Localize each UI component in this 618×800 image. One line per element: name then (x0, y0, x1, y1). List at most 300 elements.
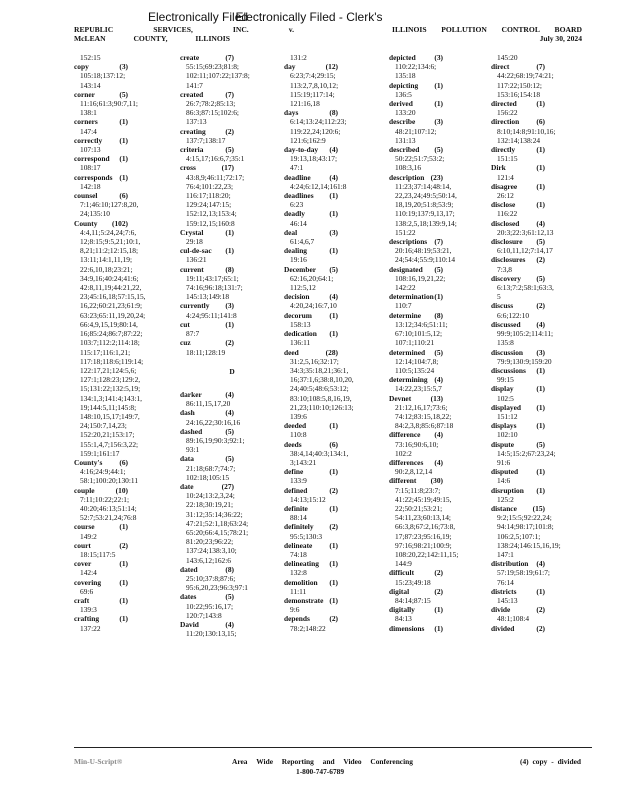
headword-text: dash (180, 408, 195, 418)
headword-text: disclosure (491, 237, 523, 247)
index-entry (491, 145, 618, 163)
headword-text: disclosed (491, 218, 520, 228)
page-line-refs: 110:8 (290, 430, 307, 440)
index-headword (389, 81, 443, 90)
index-headword (180, 565, 234, 574)
headword-text: cover (74, 559, 92, 569)
headword-text: different (389, 476, 417, 486)
page-line-refs: 19:13,18;43:17; 47:1 (290, 154, 338, 173)
headword-text: deadly (284, 209, 305, 219)
page-line-refs: 84:13 (395, 614, 412, 624)
occurrence-count: (1) (119, 614, 128, 624)
occurrence-count: (5) (225, 426, 234, 436)
occurrence-count: (13) (430, 393, 443, 403)
index-headword (180, 301, 234, 310)
index-headword (284, 311, 338, 320)
headword-text: decision (284, 292, 310, 302)
index-entry (491, 99, 618, 117)
headword-text: difference (389, 430, 421, 440)
headword-text: descriptions (389, 237, 428, 247)
headword-text: direct (491, 62, 510, 72)
occurrence-count: (7) (225, 89, 234, 99)
headword-text: difficult (389, 568, 415, 578)
index-headword (491, 117, 545, 126)
index-entry (491, 559, 618, 587)
occurrence-count: (102) (111, 218, 128, 228)
index-headword (74, 614, 128, 623)
occurrence-count: (8) (329, 108, 338, 118)
occurrence-count: (1) (119, 172, 128, 182)
page-line-refs: 9:6 (290, 605, 300, 615)
page-line-refs: 4:16;24:9;44:1; 58:1;100:20;130:11 (80, 467, 139, 486)
headword-text: course (74, 522, 95, 532)
page-line-refs: 88:14 (290, 513, 307, 523)
index-entry (491, 255, 618, 273)
page-line-refs: 137:7;138:17 (186, 135, 226, 145)
page-line-refs: 107:13 (80, 145, 101, 155)
caption-word: ILLINOIS (195, 34, 230, 43)
page-line-refs: 10:22;95:16,17; 120:7;143:8 (186, 601, 234, 620)
board-word: CONTROL (501, 25, 540, 34)
index-headword (180, 408, 234, 417)
index-headword (284, 467, 338, 476)
board-word: ILLINOIS (392, 25, 427, 34)
page-line-refs: 108:16,19,21,22; 142:22 (395, 273, 446, 293)
page-line-refs: 151:15 (497, 154, 518, 164)
headword-text: dealing (284, 246, 307, 256)
filing-stamp-overlay: Electronically Filed (148, 10, 249, 24)
headword-text: determine (389, 310, 422, 320)
index-entry (491, 237, 618, 255)
index-headword (284, 522, 338, 531)
index-headword (389, 375, 443, 384)
page-line-refs: 86:11,15,17,20 (186, 399, 231, 409)
page-line-refs: 31:2,5,16;32:17; 34:3;35:18,21;36:1, 16;37:1,6;38:8,10,20, 24;40:5;48:6;53:12; 83:10;108:5,8,16,19, 21,23;110:10;126:13; 139:6 (290, 356, 354, 421)
index-headword (74, 173, 128, 182)
headword-text: define (284, 467, 304, 477)
occurrence-count: (1) (434, 623, 443, 633)
headword-text: dimensions (389, 623, 425, 633)
index-headword (389, 348, 443, 357)
index-entry (491, 348, 618, 366)
occurrence-count: (4) (536, 218, 545, 228)
index-entry (491, 274, 618, 302)
occurrence-count: (27) (221, 481, 234, 491)
index-headword (180, 592, 234, 601)
headword-text: definitely (284, 522, 314, 532)
headword-text: directly (491, 145, 516, 155)
index-headword (180, 246, 234, 255)
page-line-refs: 108:17 (80, 163, 101, 173)
index-headword (491, 366, 545, 375)
page-line-refs: 99:15 (497, 375, 514, 385)
index-headword (389, 292, 443, 301)
occurrence-count: (1) (119, 595, 128, 605)
index-headword (284, 541, 338, 550)
page-line-refs: 14:5;15:2;67:23,24; 91:6 (497, 448, 556, 467)
index-entry (491, 62, 618, 99)
page-line-refs: 55:15;69:23;81:8; 102:11;107:22;137:8; 141:7 (186, 62, 250, 90)
index-entry (491, 605, 618, 623)
page-line-refs: 99:9;105:2;114:11; 135:8 (497, 329, 554, 348)
headword-text: displayed (491, 402, 521, 412)
index-headword (491, 274, 545, 283)
index-entry (491, 301, 618, 319)
index-headword (491, 504, 545, 513)
index-headword (180, 90, 234, 99)
occurrence-count: (2) (434, 586, 443, 596)
page-line-refs: 7:11;10:22;22:1; 40:20;46:13;51:14; 52:7;53:21,24;76:8 (80, 494, 137, 523)
headword-text: December (284, 264, 317, 274)
page-line-refs: 87:7 (186, 329, 200, 339)
index-headword (389, 476, 443, 485)
headword-text: directed (491, 99, 517, 109)
page-line-refs: 73:16;90:6,10; 102:2 (395, 439, 439, 458)
page-line-refs: 90:2,8,12,14 (395, 467, 433, 477)
headword-text: current (180, 264, 204, 274)
index-headword (491, 99, 545, 108)
index-headword (389, 53, 443, 62)
index-entry (491, 53, 618, 62)
index-entry (491, 624, 618, 633)
headword-text: corner (74, 89, 95, 99)
page-line-refs: 6:6;122:10 (497, 310, 530, 320)
occurrence-count: (3) (434, 53, 443, 62)
index-headword (284, 348, 338, 357)
page-line-refs: 78:2;148:22 (290, 623, 326, 633)
page-range-part: (4) (520, 757, 529, 766)
page-line-refs: 4:24;95:11;141:8 (186, 310, 237, 320)
page-range-part: - (551, 757, 554, 766)
page-line-refs: 102:5 (497, 393, 514, 403)
occurrence-count: (1) (329, 595, 338, 605)
page-line-refs: 102:10 (497, 430, 518, 440)
page-line-refs: 139:3 (80, 605, 97, 615)
occurrence-count: (1) (536, 586, 545, 596)
page-line-refs: 131:2 (290, 53, 307, 62)
index-headword (491, 421, 545, 430)
page-line-refs: 132:8 (290, 568, 307, 578)
occurrence-count: (5) (119, 89, 128, 99)
headword-text: dated (180, 564, 198, 574)
occurrence-count: (5) (434, 264, 443, 274)
page-line-refs: 7:3,8 (497, 264, 512, 274)
headword-text: correctly (74, 135, 103, 145)
headword-text: date (180, 481, 194, 491)
occurrence-count: (4) (225, 619, 234, 629)
headword-text: County (74, 218, 98, 228)
index-entry (491, 117, 618, 145)
occurrence-count: (1) (536, 365, 545, 375)
occurrence-count: (3) (434, 117, 443, 127)
occurrence-count: (5) (225, 454, 234, 464)
footer-brand: Min-U-Script® (74, 757, 123, 766)
page-line-refs: 152:15 (80, 53, 101, 62)
page-line-refs: 12:14;104:7,8; 110:5;135:24 (395, 356, 439, 375)
occurrence-count: (5) (434, 145, 443, 155)
index-headword (389, 587, 443, 596)
headword-text: data (180, 454, 194, 464)
page-line-refs: 84:14;87:15 (395, 595, 431, 605)
occurrence-count: (1) (329, 503, 338, 513)
index-headword (74, 578, 128, 587)
index-headword (491, 62, 545, 71)
index-headword (284, 209, 338, 218)
occurrence-count: (2) (434, 568, 443, 578)
occurrence-count: (1) (434, 80, 443, 90)
occurrence-count: (2) (225, 338, 234, 348)
headword-text: distance (491, 503, 517, 513)
page-line-refs: 125:2 (497, 494, 514, 504)
headword-text: deadline (284, 172, 311, 182)
page-line-refs: 156:22 (497, 108, 518, 118)
occurrence-count: (1) (119, 117, 128, 127)
page-line-refs: 20:16;48:19;53:21, 24;54:4;55:9;110:14 (395, 246, 456, 265)
filing-stamp-text: Electronically Filed - Clerk's (235, 10, 383, 24)
hearing-date: July 30, 2024 (539, 34, 582, 43)
occurrence-count: (6) (119, 457, 128, 467)
index-headword (284, 596, 338, 605)
caption-word: INC. (232, 25, 249, 34)
index-headword (491, 486, 545, 495)
section-letter: D (229, 366, 235, 376)
index-entry (491, 421, 618, 439)
index-headword (491, 219, 545, 228)
page-line-refs: 14:6 (497, 476, 511, 486)
headword-text: darker (180, 389, 202, 399)
headword-text: covering (74, 577, 102, 587)
index-headword (284, 228, 338, 237)
occurrence-count: (23) (430, 172, 443, 182)
index-headword (180, 338, 234, 347)
index-headword (284, 486, 338, 495)
occurrence-count: (1) (329, 577, 338, 587)
index-entry (491, 504, 618, 559)
occurrence-count: (1) (119, 154, 128, 164)
page-line-refs: 136:11 (290, 338, 311, 348)
reporter-word: Reporting (281, 757, 314, 766)
headword-text: delineating (284, 559, 319, 569)
page-line-refs: 11:11 (290, 586, 307, 596)
occurrence-count: (5) (536, 439, 545, 449)
headword-text: deeds (284, 439, 302, 449)
headword-text: discussions (491, 365, 526, 375)
index-entry (491, 486, 618, 504)
occurrence-count: (15) (532, 503, 545, 513)
index-headword (284, 62, 338, 71)
occurrence-count: (2) (329, 614, 338, 624)
headword-text: divide (491, 605, 511, 615)
index-entry (491, 163, 618, 181)
headword-text: designated (389, 264, 423, 274)
headword-text: districts (491, 586, 517, 596)
index-headword (180, 482, 234, 491)
page-line-refs: 149:2 (80, 531, 97, 541)
headword-text: definite (284, 503, 308, 513)
index-headword (180, 427, 234, 436)
page-line-refs: 46:14 (290, 218, 307, 228)
index-headword (284, 559, 338, 568)
page-line-refs: 116:22 (497, 209, 518, 219)
caption-word: McLEAN (74, 34, 106, 43)
occurrence-count: (30) (430, 476, 443, 486)
page-line-refs: 6:23;7:4;29:15; 113:2,7,8,10,12; 115:19;117:14; 121:16,18 (290, 71, 339, 109)
occurrence-count: (1) (329, 467, 338, 477)
headword-text: digitally (389, 605, 415, 615)
index-headword (491, 301, 545, 310)
page-line-refs: 13:12;34:6;51:11; 67:10;101:5,12; 107:1;110:21 (395, 319, 448, 348)
index-headword (284, 173, 338, 182)
headword-text: differences (389, 457, 424, 467)
page-line-refs: 110:22;134:6; 135:18 (395, 62, 437, 81)
index-headword (389, 237, 443, 246)
page-line-refs: 133:9 (290, 476, 307, 486)
occurrence-count: (10) (115, 485, 128, 495)
page-line-refs: 11:23;37:14;48:14, 22,23,24;49:5;50:14, 18,19,20;51:8;53:9; 110:19;137:9,13,17; 138:2,5,18;139:9,14; 151:22 (395, 181, 457, 237)
page-line-refs: 20:3;22:3;61:12,13 (497, 227, 554, 237)
page-line-refs: 145:20 (497, 53, 518, 62)
caption-word: REPUBLIC (74, 25, 114, 34)
reporter-name (232, 757, 413, 766)
occurrence-count: (1) (329, 421, 338, 431)
index-headword (74, 191, 128, 200)
occurrence-count: (1) (536, 145, 545, 155)
headword-text: determination (389, 292, 434, 302)
page-line-refs: 74:18 (290, 549, 307, 559)
page-line-refs: 4:24;6:12,14;161:8 (290, 181, 347, 191)
index-headword (180, 320, 234, 329)
index-column-5 (491, 53, 618, 633)
occurrence-count: (1) (119, 522, 128, 532)
reporter-word: Video (343, 757, 362, 766)
page-range-part: copy (532, 757, 548, 766)
page-line-refs: 15:23;49:18 (395, 577, 431, 587)
headword-text: court (74, 540, 91, 550)
index-entry (491, 384, 618, 402)
index-headword (74, 596, 128, 605)
headword-text: disclose (491, 200, 516, 210)
page-line-refs: 14:13;15:12 (290, 494, 326, 504)
occurrence-count: (2) (329, 485, 338, 495)
headword-text: depicting (389, 80, 419, 90)
index-headword (284, 191, 338, 200)
headword-text: currently (180, 301, 210, 311)
headword-text: cuz (180, 338, 191, 348)
index-entry (491, 200, 618, 218)
occurrence-count: (3) (119, 62, 128, 72)
page-line-refs: 38:4,14;40:3;134:1, 3;143:21 (290, 448, 349, 467)
occurrence-count: (1) (329, 559, 338, 569)
reporter-phone: 1-800-747-6789 (296, 767, 345, 776)
index-headword (389, 430, 443, 439)
index-headword (389, 117, 443, 126)
headword-text: couple (74, 485, 95, 495)
page-line-refs: 6:13;7:2;58:1;63:3, 5 (497, 283, 554, 302)
headword-text: determined (389, 347, 426, 357)
occurrence-count: (4) (434, 430, 443, 440)
footer-divider (74, 747, 592, 748)
occurrence-count: (12) (325, 62, 338, 72)
occurrence-count: (1) (225, 319, 234, 329)
page-line-refs: 142:18 (80, 181, 101, 191)
occurrence-count: (1) (329, 246, 338, 256)
occurrence-count: (3) (329, 227, 338, 237)
headword-text: depicted (389, 53, 416, 62)
page-line-refs: 26:12 (497, 191, 514, 201)
caption-word: v. (288, 25, 294, 34)
index-headword (389, 145, 443, 154)
page-line-refs: 18:11;128:19 (186, 347, 226, 357)
index-headword (74, 219, 128, 228)
page-line-refs: 48:21;107:12; 131:13 (395, 126, 437, 145)
headword-text: days (284, 108, 299, 118)
headword-text: discussion (491, 347, 524, 357)
index-headword (74, 522, 128, 531)
index-headword (491, 587, 545, 596)
page-range (520, 757, 581, 766)
index-headword (491, 200, 545, 209)
caption-word: SERVICES, (153, 25, 193, 34)
headword-text: decorum (284, 310, 312, 320)
occurrence-count: (1) (329, 209, 338, 219)
occurrence-count: (4) (536, 559, 545, 569)
index-headword (389, 265, 443, 274)
occurrence-count: (28) (325, 347, 338, 357)
headword-text: criteria (180, 145, 204, 155)
occurrence-count: (1) (536, 485, 545, 495)
occurrence-count: (6) (329, 439, 338, 449)
headword-text: distribution (491, 559, 529, 569)
headword-text: corners (74, 117, 98, 127)
headword-text: cross (180, 163, 196, 173)
headword-text: County's (74, 457, 103, 467)
index-headword (389, 624, 443, 633)
index-entry (491, 587, 618, 605)
occurrence-count: (1) (536, 421, 545, 431)
index-headword (491, 348, 545, 357)
index-headword (74, 458, 128, 467)
occurrence-count: (5) (225, 145, 234, 155)
filing-stamp-banner (0, 11, 618, 23)
occurrence-count: (4) (329, 292, 338, 302)
headword-text: Crystal (180, 227, 204, 237)
headword-text: depends (284, 614, 310, 624)
page-line-refs: 7:15;11:8;23:7; 41:22;45:19;49:15, 22;50:21;53:21; 54:11,23;60:13,14; 66:3,8;67:2,16;73:8, 17;87:23;95:16,19; 97:16;98:21;100:9; 108:20,22;142:11,15; 144:9 (395, 485, 459, 569)
headword-text: dashed (180, 426, 203, 436)
headword-text: determining (389, 375, 428, 385)
index-headword (74, 486, 128, 495)
occurrence-count: (2) (225, 126, 234, 136)
occurrence-count: (4) (434, 375, 443, 385)
page-line-refs: 18:15;117:5 (80, 549, 116, 559)
index-headword (284, 578, 338, 587)
page-line-refs: 4:20,24;16:7,10 (290, 301, 337, 311)
page-line-refs: 50:22;51:7;53:2; 108:3,16 (395, 154, 445, 173)
headword-text: correspond (74, 154, 110, 164)
index-headword (491, 145, 545, 154)
headword-text: craft (74, 595, 90, 605)
headword-text: disputed (491, 467, 519, 477)
page-line-refs: 69:6 (80, 586, 94, 596)
headword-text: described (389, 145, 420, 155)
reporter-word: Area (232, 757, 248, 766)
index-headword (180, 620, 234, 629)
page-line-refs: 133:20 (395, 108, 416, 118)
index-headword (491, 182, 545, 191)
headword-text: delineate (284, 540, 313, 550)
page-line-refs: 121:4 (497, 172, 514, 182)
page-line-refs: 48:1;108:4 (497, 614, 530, 624)
